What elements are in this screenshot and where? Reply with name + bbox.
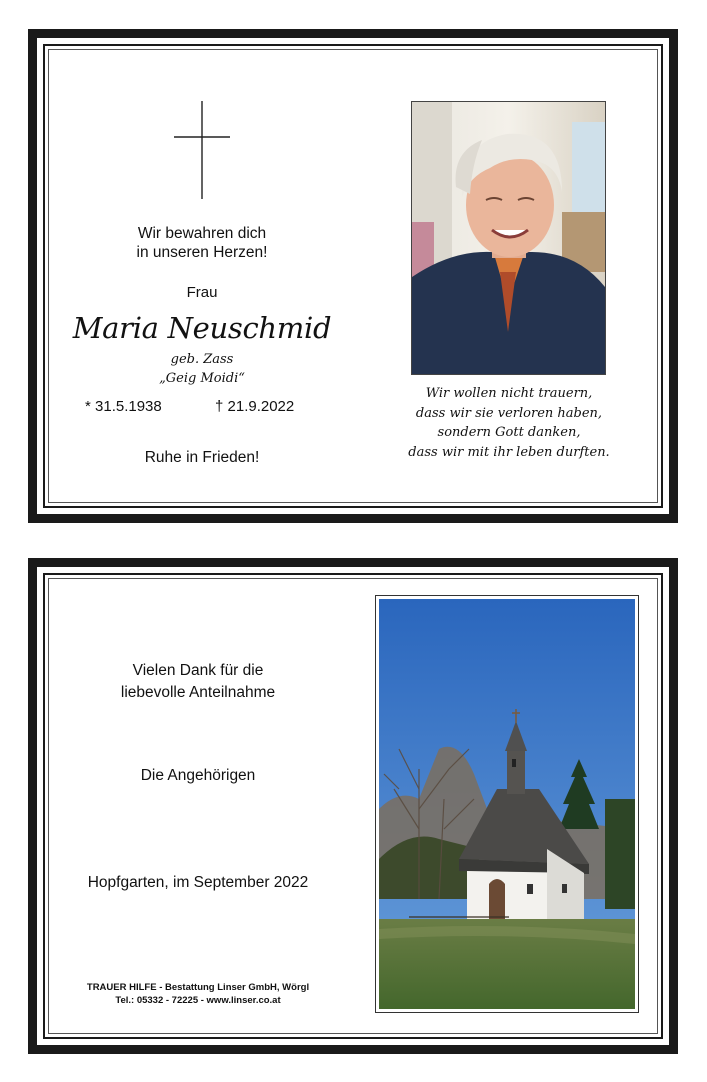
motto-line-2: in unseren Herzen! [136,244,268,261]
nickname: „Geig Moidi“ [159,371,245,386]
undertaker-info [57,981,339,1007]
portrait-photo [411,101,606,375]
thanks-line-1: Vielen Dank für die [132,662,264,679]
card-back-panel [37,567,669,1045]
death-date: † 21.9.2022 [215,398,295,415]
memorial-card-front [28,29,678,523]
card-front-panel [37,38,669,514]
portrait-illustration [412,102,605,374]
undertaker-contact: Tel.: 05332 - 72225 - www.linser.co.at [115,995,281,1006]
chapel-illustration [379,599,635,1009]
quote-line-2: dass wir sie verloren haben, [415,405,603,421]
motto [77,224,327,262]
maiden-name: geb. Zass [170,352,234,367]
thanks-line-2: liebevolle Anteilnahme [120,684,276,701]
thanks-message [67,660,329,704]
memorial-quote [393,384,625,462]
quote-line-4: dass wir mit ihr leben durften. [408,444,610,460]
motto-line-1: Wir bewahren dich [137,225,267,242]
title-label: Frau [186,284,218,301]
rest-in-peace: Ruhe in Frieden! [144,449,260,466]
deceased-name: Maria Neuschmid [72,311,332,345]
family-signature: Die Angehörigen [140,767,256,784]
cross-icon [172,101,232,201]
memorial-card-back [28,558,678,1054]
birth-date: * 31.5.1938 [85,398,162,415]
chapel-photo [375,595,639,1013]
quote-line-3: sondern Gott danken, [437,425,581,440]
place-and-date: Hopfgarten, im September 2022 [87,874,309,891]
undertaker-name: TRAUER HILFE - Bestattung Linser GmbH, Wörgl [86,982,310,993]
quote-line-1: Wir wollen nicht trauern, [425,386,593,401]
